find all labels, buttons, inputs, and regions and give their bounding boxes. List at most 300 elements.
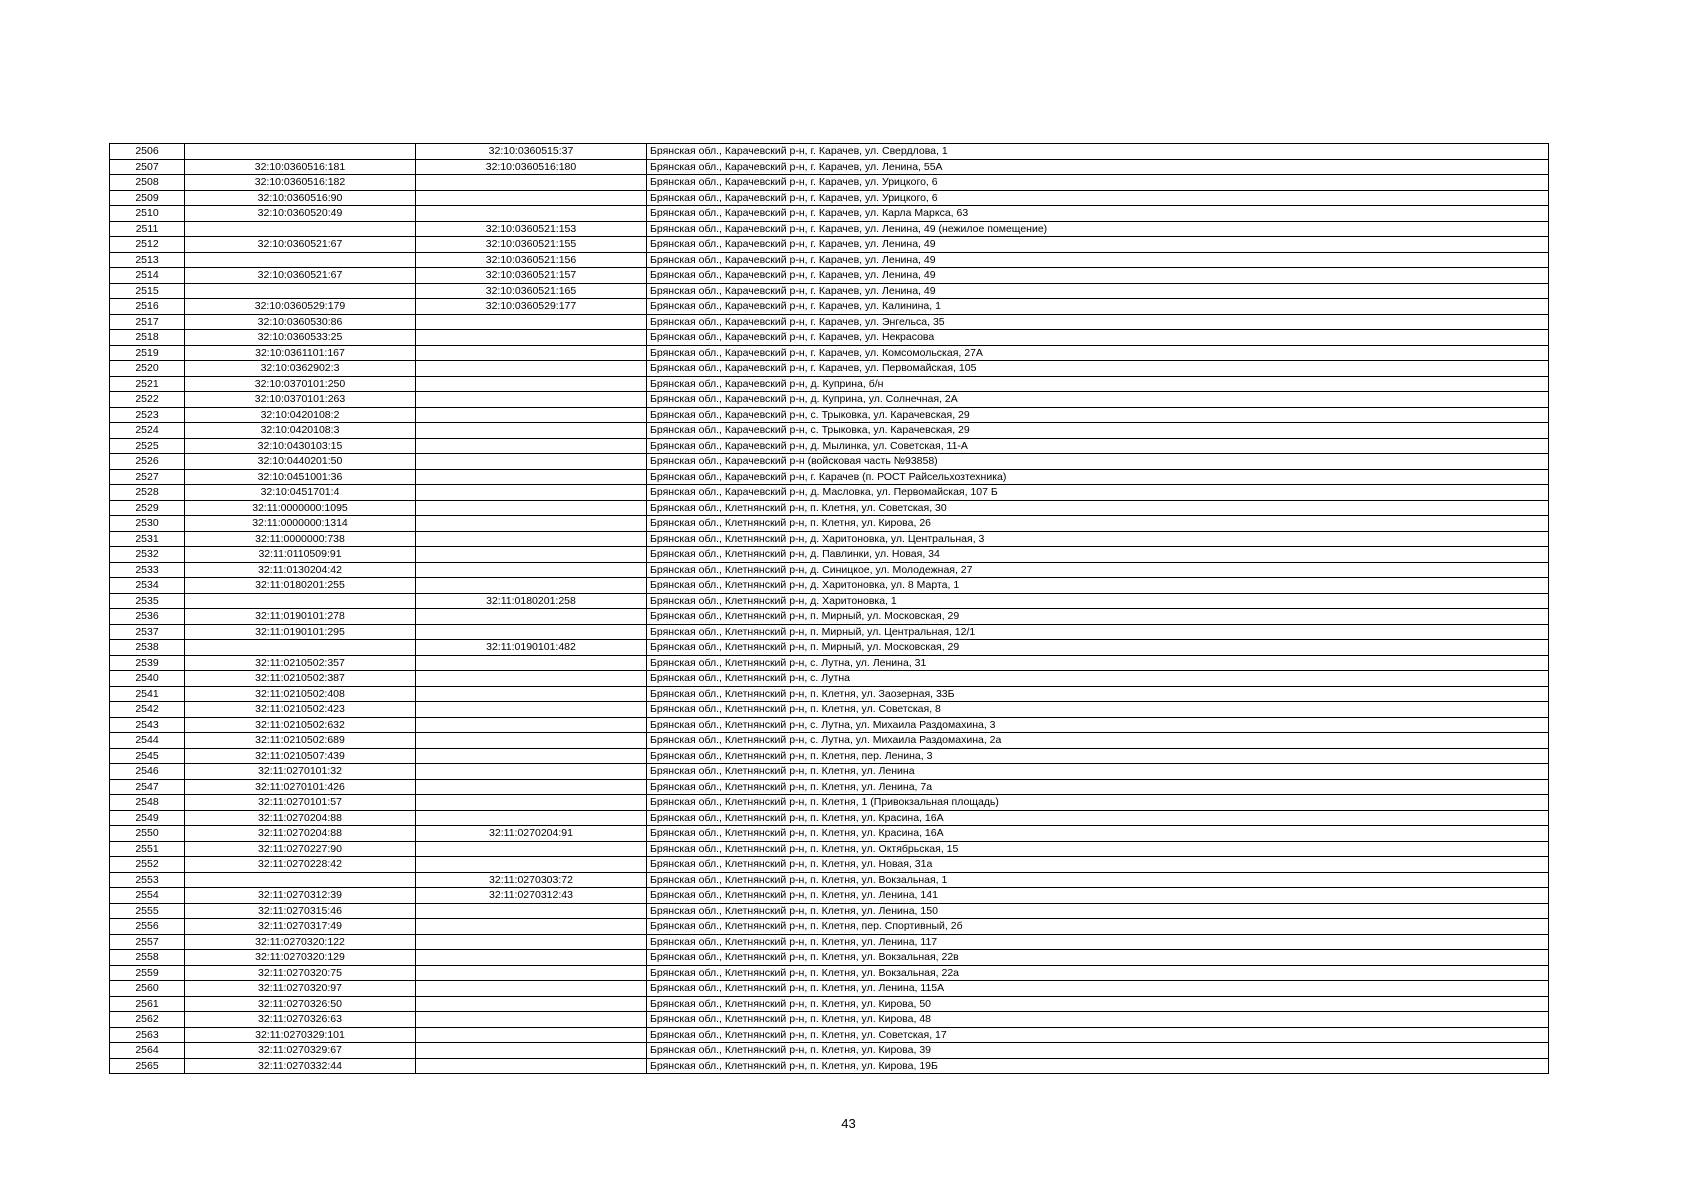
land-cadastral-cell: 32:11:0270320:129 (185, 950, 416, 966)
row-number-cell: 2525 (110, 438, 185, 454)
table-row (110, 531, 1549, 547)
building-cadastral-cell (416, 190, 647, 206)
building-cadastral-cell (416, 795, 647, 811)
land-cadastral-cell: 32:11:0000000:738 (185, 531, 416, 547)
address-cell: Брянская обл., Карачевский р-н, г. Карачев, ул. Калинина, 1 (647, 299, 1549, 315)
table-row (110, 1058, 1549, 1074)
table-row (110, 345, 1549, 361)
address-cell: Брянская обл., Клетнянский р-н, п. Мирный, ул. Центральная, 12/1 (647, 624, 1549, 640)
address-cell: Брянская обл., Клетнянский р-н, д. Харитоновка, ул. 8 Марта, 1 (647, 578, 1549, 594)
address-cell: Брянская обл., Клетнянский р-н, п. Клетня, ул. Заозерная, 33Б (647, 686, 1549, 702)
building-cadastral-cell (416, 764, 647, 780)
building-cadastral-cell (416, 345, 647, 361)
row-number-cell: 2539 (110, 655, 185, 671)
building-cadastral-cell (416, 206, 647, 222)
row-number-cell: 2536 (110, 609, 185, 625)
address-cell: Брянская обл., Клетнянский р-н, с. Лутна (647, 671, 1549, 687)
land-cadastral-cell: 32:10:0451701:4 (185, 485, 416, 501)
row-number-cell: 2529 (110, 500, 185, 516)
row-number-cell: 2507 (110, 159, 185, 175)
row-number-cell: 2546 (110, 764, 185, 780)
address-cell: Брянская обл., Клетнянский р-н, д. Павлинки, ул. Новая, 34 (647, 547, 1549, 563)
table-row (110, 485, 1549, 501)
address-cell: Брянская обл., Карачевский р-н, с. Трыковка, ул. Карачевская, 29 (647, 407, 1549, 423)
row-number-cell: 2528 (110, 485, 185, 501)
land-cadastral-cell: 32:10:0370101:250 (185, 376, 416, 392)
row-number-cell: 2559 (110, 965, 185, 981)
row-number-cell: 2527 (110, 469, 185, 485)
land-cadastral-cell: 32:11:0270101:57 (185, 795, 416, 811)
land-cadastral-cell: 32:11:0000000:1314 (185, 516, 416, 532)
address-cell: Брянская обл., Клетнянский р-н, с. Лутна, ул. Михаила Раздомахина, 3 (647, 717, 1549, 733)
row-number-cell: 2521 (110, 376, 185, 392)
table-row (110, 671, 1549, 687)
land-cadastral-cell: 32:11:0270315:46 (185, 903, 416, 919)
table-row (110, 686, 1549, 702)
table-row (110, 981, 1549, 997)
building-cadastral-cell: 32:10:0360516:180 (416, 159, 647, 175)
building-cadastral-cell (416, 671, 647, 687)
building-cadastral-cell: 32:10:0360521:165 (416, 283, 647, 299)
land-cadastral-cell: 32:11:0270101:426 (185, 779, 416, 795)
row-number-cell: 2558 (110, 950, 185, 966)
building-cadastral-cell (416, 531, 647, 547)
row-number-cell: 2514 (110, 268, 185, 284)
table-row (110, 407, 1549, 423)
table-row (110, 903, 1549, 919)
building-cadastral-cell (416, 1043, 647, 1059)
building-cadastral-cell (416, 717, 647, 733)
table-row (110, 144, 1549, 160)
row-number-cell: 2561 (110, 996, 185, 1012)
building-cadastral-cell: 32:11:0270303:72 (416, 872, 647, 888)
row-number-cell: 2532 (110, 547, 185, 563)
table-row (110, 609, 1549, 625)
table-row (110, 748, 1549, 764)
table-row (110, 330, 1549, 346)
table-row (110, 857, 1549, 873)
address-cell: Брянская обл., Клетнянский р-н, с. Лутна, ул. Ленина, 31 (647, 655, 1549, 671)
table-row (110, 562, 1549, 578)
address-cell: Брянская обл., Карачевский р-н, г. Карачев, ул. Карла Маркса, 63 (647, 206, 1549, 222)
address-cell: Брянская обл., Карачевский р-н, г. Карачев, ул. Урицкого, 6 (647, 175, 1549, 191)
table-row (110, 237, 1549, 253)
table-row (110, 392, 1549, 408)
table-row (110, 283, 1549, 299)
land-cadastral-cell: 32:11:0180201:255 (185, 578, 416, 594)
row-number-cell: 2545 (110, 748, 185, 764)
row-number-cell: 2554 (110, 888, 185, 904)
address-cell: Брянская обл., Карачевский р-н, с. Трыковка, ул. Карачевская, 29 (647, 423, 1549, 439)
land-cadastral-cell: 32:11:0270312:39 (185, 888, 416, 904)
land-cadastral-cell: 32:10:0370101:263 (185, 392, 416, 408)
address-cell: Брянская обл., Клетнянский р-н, д. Синицкое, ул. Молодежная, 27 (647, 562, 1549, 578)
address-cell: Брянская обл., Клетнянский р-н, п. Клетня, ул. Ленина (647, 764, 1549, 780)
address-cell: Брянская обл., Клетнянский р-н, п. Клетня, ул. Ленина, 7а (647, 779, 1549, 795)
building-cadastral-cell (416, 516, 647, 532)
building-cadastral-cell (416, 609, 647, 625)
row-number-cell: 2564 (110, 1043, 185, 1059)
address-cell: Брянская обл., Клетнянский р-н, п. Клетня, ул. Кирова, 39 (647, 1043, 1549, 1059)
land-cadastral-cell: 32:11:0210502:689 (185, 733, 416, 749)
land-cadastral-cell: 32:11:0210502:357 (185, 655, 416, 671)
building-cadastral-cell: 32:11:0270204:91 (416, 826, 647, 842)
address-cell: Брянская обл., Клетнянский р-н, п. Клетня, ул. Советская, 8 (647, 702, 1549, 718)
address-cell: Брянская обл., Карачевский р-н, г. Карачев, ул. Урицкого, 6 (647, 190, 1549, 206)
land-cadastral-cell: 32:11:0270320:122 (185, 934, 416, 950)
building-cadastral-cell (416, 1027, 647, 1043)
land-cadastral-cell: 32:10:0360521:67 (185, 237, 416, 253)
land-cadastral-cell: 32:10:0360520:49 (185, 206, 416, 222)
table-row (110, 469, 1549, 485)
building-cadastral-cell (416, 810, 647, 826)
land-cadastral-cell: 32:10:0360529:179 (185, 299, 416, 315)
building-cadastral-cell (416, 624, 647, 640)
row-number-cell: 2540 (110, 671, 185, 687)
land-cadastral-cell: 32:11:0000000:1095 (185, 500, 416, 516)
address-cell: Брянская обл., Клетнянский р-н, п. Клетня, ул. Кирова, 50 (647, 996, 1549, 1012)
land-cadastral-cell (185, 593, 416, 609)
table-row (110, 361, 1549, 377)
row-number-cell: 2509 (110, 190, 185, 206)
building-cadastral-cell (416, 423, 647, 439)
land-cadastral-cell: 32:10:0451001:36 (185, 469, 416, 485)
building-cadastral-cell (416, 996, 647, 1012)
building-cadastral-cell (416, 748, 647, 764)
building-cadastral-cell (416, 562, 647, 578)
address-cell: Брянская обл., Карачевский р-н, г. Карачев, ул. Ленина, 49 (нежилое помещение) (647, 221, 1549, 237)
table-row (110, 872, 1549, 888)
table-row (110, 299, 1549, 315)
address-cell: Брянская обл., Клетнянский р-н, п. Мирный, ул. Московская, 29 (647, 609, 1549, 625)
row-number-cell: 2519 (110, 345, 185, 361)
table-row (110, 206, 1549, 222)
table-body (110, 144, 1549, 1074)
address-cell: Брянская обл., Карачевский р-н, г. Карачев, ул. Ленина, 49 (647, 283, 1549, 299)
building-cadastral-cell (416, 965, 647, 981)
address-cell: Брянская обл., Клетнянский р-н, п. Клетня, ул. Ленина, 141 (647, 888, 1549, 904)
table-row (110, 252, 1549, 268)
land-cadastral-cell: 32:11:0270204:88 (185, 810, 416, 826)
land-cadastral-cell (185, 283, 416, 299)
row-number-cell: 2517 (110, 314, 185, 330)
page-number: 43 (841, 1116, 856, 1131)
address-cell: Брянская обл., Клетнянский р-н, п. Клетня, ул. Новая, 31а (647, 857, 1549, 873)
building-cadastral-cell: 32:11:0190101:482 (416, 640, 647, 656)
building-cadastral-cell: 32:11:0270312:43 (416, 888, 647, 904)
row-number-cell: 2510 (110, 206, 185, 222)
row-number-cell: 2543 (110, 717, 185, 733)
row-number-cell: 2512 (110, 237, 185, 253)
address-cell: Брянская обл., Клетнянский р-н, п. Клетня, ул. Вокзальная, 1 (647, 872, 1549, 888)
building-cadastral-cell (416, 407, 647, 423)
address-cell: Брянская обл., Карачевский р-н, г. Карачев, ул. Комсомольская, 27А (647, 345, 1549, 361)
row-number-cell: 2530 (110, 516, 185, 532)
table-row (110, 500, 1549, 516)
land-cadastral-cell: 32:11:0130204:42 (185, 562, 416, 578)
table-row (110, 950, 1549, 966)
building-cadastral-cell: 32:10:0360521:156 (416, 252, 647, 268)
building-cadastral-cell (416, 686, 647, 702)
land-cadastral-cell: 32:10:0360516:182 (185, 175, 416, 191)
table-row (110, 1043, 1549, 1059)
land-cadastral-cell: 32:11:0270332:44 (185, 1058, 416, 1074)
building-cadastral-cell: 32:11:0180201:258 (416, 593, 647, 609)
building-cadastral-cell (416, 779, 647, 795)
land-cadastral-cell: 32:11:0270320:75 (185, 965, 416, 981)
land-cadastral-cell: 32:11:0270329:101 (185, 1027, 416, 1043)
building-cadastral-cell (416, 702, 647, 718)
table-row (110, 795, 1549, 811)
table-row (110, 779, 1549, 795)
land-cadastral-cell: 32:10:0362902:3 (185, 361, 416, 377)
land-cadastral-cell (185, 252, 416, 268)
row-number-cell: 2562 (110, 1012, 185, 1028)
building-cadastral-cell (416, 330, 647, 346)
table-row (110, 733, 1549, 749)
table-row (110, 221, 1549, 237)
land-cadastral-cell: 32:10:0361101:167 (185, 345, 416, 361)
address-cell: Брянская обл., Карачевский р-н, д. Куприна, ул. Солнечная, 2А (647, 392, 1549, 408)
table-row (110, 996, 1549, 1012)
address-cell: Брянская обл., Карачевский р-н, г. Карачев (п. РОСТ Райсельхозтехника) (647, 469, 1549, 485)
row-number-cell: 2544 (110, 733, 185, 749)
land-cadastral-cell: 32:11:0210502:408 (185, 686, 416, 702)
address-cell: Брянская обл., Карачевский р-н, г. Карачев, ул. Ленина, 49 (647, 252, 1549, 268)
building-cadastral-cell (416, 438, 647, 454)
table-row (110, 965, 1549, 981)
building-cadastral-cell (416, 1012, 647, 1028)
row-number-cell: 2523 (110, 407, 185, 423)
address-cell: Брянская обл., Клетнянский р-н, п. Клетня, ул. Октябрьская, 15 (647, 841, 1549, 857)
land-cadastral-cell: 32:11:0270329:67 (185, 1043, 416, 1059)
row-number-cell: 2515 (110, 283, 185, 299)
address-cell: Брянская обл., Клетнянский р-н, п. Клетня, пер. Ленина, 3 (647, 748, 1549, 764)
land-cadastral-cell: 32:11:0270317:49 (185, 919, 416, 935)
address-cell: Брянская обл., Клетнянский р-н, п. Клетня, ул. Советская, 17 (647, 1027, 1549, 1043)
building-cadastral-cell: 32:10:0360515:37 (416, 144, 647, 160)
land-cadastral-cell: 32:10:0360516:181 (185, 159, 416, 175)
table-row (110, 423, 1549, 439)
address-cell: Брянская обл., Клетнянский р-н, п. Клетня, ул. Вокзальная, 22а (647, 965, 1549, 981)
building-cadastral-cell (416, 454, 647, 470)
address-cell: Брянская обл., Карачевский р-н, г. Карачев, ул. Ленина, 55А (647, 159, 1549, 175)
row-number-cell: 2524 (110, 423, 185, 439)
table-row (110, 934, 1549, 950)
land-cadastral-cell: 32:11:0210502:632 (185, 717, 416, 733)
row-number-cell: 2506 (110, 144, 185, 160)
address-cell: Брянская обл., Карачевский р-н (войсковая часть №93858) (647, 454, 1549, 470)
building-cadastral-cell: 32:10:0360521:155 (416, 237, 647, 253)
table-row (110, 640, 1549, 656)
address-cell: Брянская обл., Клетнянский р-н, п. Клетня, ул. Кирова, 19Б (647, 1058, 1549, 1074)
address-cell: Брянская обл., Клетнянский р-н, п. Клетня, ул. Ленина, 150 (647, 903, 1549, 919)
address-cell: Брянская обл., Карачевский р-н, г. Карачев, ул. Ленина, 49 (647, 237, 1549, 253)
land-cadastral-cell: 32:11:0190101:295 (185, 624, 416, 640)
table-row (110, 268, 1549, 284)
table-row (110, 826, 1549, 842)
building-cadastral-cell (416, 361, 647, 377)
table-row (110, 1027, 1549, 1043)
address-cell: Брянская обл., Клетнянский р-н, п. Клетня, ул. Красина, 16А (647, 826, 1549, 842)
land-cadastral-cell: 32:10:0360533:25 (185, 330, 416, 346)
row-number-cell: 2522 (110, 392, 185, 408)
row-number-cell: 2511 (110, 221, 185, 237)
row-number-cell: 2550 (110, 826, 185, 842)
building-cadastral-cell (416, 733, 647, 749)
land-cadastral-cell: 32:10:0360521:67 (185, 268, 416, 284)
building-cadastral-cell (416, 1058, 647, 1074)
address-cell: Брянская обл., Клетнянский р-н, п. Клетня, пер. Спортивный, 2б (647, 919, 1549, 935)
building-cadastral-cell (416, 547, 647, 563)
land-cadastral-cell: 32:11:0190101:278 (185, 609, 416, 625)
address-cell: Брянская обл., Клетнянский р-н, п. Клетня, ул. Кирова, 48 (647, 1012, 1549, 1028)
building-cadastral-cell (416, 469, 647, 485)
address-cell: Брянская обл., Карачевский р-н, д. Куприна, б/н (647, 376, 1549, 392)
row-number-cell: 2537 (110, 624, 185, 640)
address-cell: Брянская обл., Карачевский р-н, г. Карачев, ул. Первомайская, 105 (647, 361, 1549, 377)
table-row (110, 314, 1549, 330)
address-cell: Брянская обл., Клетнянский р-н, п. Клетня, ул. Ленина, 115А (647, 981, 1549, 997)
building-cadastral-cell (416, 175, 647, 191)
land-cadastral-cell (185, 221, 416, 237)
row-number-cell: 2533 (110, 562, 185, 578)
row-number-cell: 2518 (110, 330, 185, 346)
table-row (110, 593, 1549, 609)
building-cadastral-cell (416, 500, 647, 516)
table-row (110, 764, 1549, 780)
table-row (110, 547, 1549, 563)
row-number-cell: 2565 (110, 1058, 185, 1074)
property-register-table (109, 143, 1549, 1074)
row-number-cell: 2548 (110, 795, 185, 811)
land-cadastral-cell: 32:11:0210502:423 (185, 702, 416, 718)
building-cadastral-cell (416, 903, 647, 919)
land-cadastral-cell (185, 872, 416, 888)
land-cadastral-cell: 32:10:0430103:15 (185, 438, 416, 454)
land-cadastral-cell: 32:11:0270320:97 (185, 981, 416, 997)
address-cell: Брянская обл., Карачевский р-н, г. Карачев, ул. Некрасова (647, 330, 1549, 346)
row-number-cell: 2534 (110, 578, 185, 594)
address-cell: Брянская обл., Клетнянский р-н, с. Лутна, ул. Михаила Раздомахина, 2а (647, 733, 1549, 749)
address-cell: Брянская обл., Клетнянский р-н, п. Мирный, ул. Московская, 29 (647, 640, 1549, 656)
row-number-cell: 2526 (110, 454, 185, 470)
building-cadastral-cell: 32:10:0360521:153 (416, 221, 647, 237)
row-number-cell: 2551 (110, 841, 185, 857)
building-cadastral-cell (416, 655, 647, 671)
table-row (110, 376, 1549, 392)
row-number-cell: 2542 (110, 702, 185, 718)
table-row (110, 578, 1549, 594)
land-cadastral-cell: 32:11:0110509:91 (185, 547, 416, 563)
table-row (110, 159, 1549, 175)
building-cadastral-cell: 32:10:0360521:157 (416, 268, 647, 284)
row-number-cell: 2553 (110, 872, 185, 888)
table-row (110, 190, 1549, 206)
address-cell: Брянская обл., Карачевский р-н, г. Карачев, ул. Ленина, 49 (647, 268, 1549, 284)
row-number-cell: 2513 (110, 252, 185, 268)
building-cadastral-cell (416, 919, 647, 935)
land-cadastral-cell: 32:10:0440201:50 (185, 454, 416, 470)
address-cell: Брянская обл., Клетнянский р-н, п. Клетня, 1 (Привокзальная площадь) (647, 795, 1549, 811)
land-cadastral-cell (185, 640, 416, 656)
land-cadastral-cell: 32:11:0270228:42 (185, 857, 416, 873)
table-row (110, 624, 1549, 640)
table-row (110, 438, 1549, 454)
land-cadastral-cell: 32:11:0270326:63 (185, 1012, 416, 1028)
address-cell: Брянская обл., Карачевский р-н, г. Карачев, ул. Свердлова, 1 (647, 144, 1549, 160)
address-cell: Брянская обл., Клетнянский р-н, п. Клетня, ул. Красина, 16А (647, 810, 1549, 826)
address-cell: Брянская обл., Карачевский р-н, д. Масловка, ул. Первомайская, 107 Б (647, 485, 1549, 501)
table-row (110, 810, 1549, 826)
building-cadastral-cell (416, 981, 647, 997)
address-cell: Брянская обл., Клетнянский р-н, д. Харитоновка, ул. Центральная, 3 (647, 531, 1549, 547)
address-cell: Брянская обл., Клетнянский р-н, п. Клетня, ул. Советская, 30 (647, 500, 1549, 516)
row-number-cell: 2560 (110, 981, 185, 997)
land-cadastral-cell: 32:11:0270204:88 (185, 826, 416, 842)
table-row (110, 655, 1549, 671)
row-number-cell: 2538 (110, 640, 185, 656)
land-cadastral-cell: 32:10:0420108:3 (185, 423, 416, 439)
row-number-cell: 2547 (110, 779, 185, 795)
building-cadastral-cell (416, 376, 647, 392)
row-number-cell: 2520 (110, 361, 185, 377)
address-cell: Брянская обл., Клетнянский р-н, д. Харитоновка, 1 (647, 593, 1549, 609)
land-cadastral-cell (185, 144, 416, 160)
table-row (110, 454, 1549, 470)
land-cadastral-cell: 32:11:0270227:90 (185, 841, 416, 857)
building-cadastral-cell (416, 841, 647, 857)
building-cadastral-cell (416, 950, 647, 966)
address-cell: Брянская обл., Клетнянский р-н, п. Клетня, ул. Кирова, 26 (647, 516, 1549, 532)
table-row (110, 702, 1549, 718)
land-cadastral-cell: 32:11:0270101:32 (185, 764, 416, 780)
table-row (110, 888, 1549, 904)
land-cadastral-cell: 32:11:0270326:50 (185, 996, 416, 1012)
land-cadastral-cell: 32:10:0360516:90 (185, 190, 416, 206)
table-row (110, 1012, 1549, 1028)
address-cell: Брянская обл., Клетнянский р-н, п. Клетня, ул. Ленина, 117 (647, 934, 1549, 950)
table-row (110, 516, 1549, 532)
land-cadastral-cell: 32:10:0420108:2 (185, 407, 416, 423)
row-number-cell: 2516 (110, 299, 185, 315)
building-cadastral-cell (416, 934, 647, 950)
row-number-cell: 2557 (110, 934, 185, 950)
building-cadastral-cell (416, 857, 647, 873)
row-number-cell: 2535 (110, 593, 185, 609)
building-cadastral-cell: 32:10:0360529:177 (416, 299, 647, 315)
row-number-cell: 2563 (110, 1027, 185, 1043)
building-cadastral-cell (416, 485, 647, 501)
building-cadastral-cell (416, 392, 647, 408)
table-row (110, 175, 1549, 191)
address-cell: Брянская обл., Карачевский р-н, г. Карачев, ул. Энгельса, 35 (647, 314, 1549, 330)
table-row (110, 841, 1549, 857)
row-number-cell: 2508 (110, 175, 185, 191)
row-number-cell: 2549 (110, 810, 185, 826)
row-number-cell: 2552 (110, 857, 185, 873)
table-row (110, 919, 1549, 935)
land-cadastral-cell: 32:11:0210507:439 (185, 748, 416, 764)
row-number-cell: 2555 (110, 903, 185, 919)
building-cadastral-cell (416, 578, 647, 594)
row-number-cell: 2556 (110, 919, 185, 935)
land-cadastral-cell: 32:11:0210502:387 (185, 671, 416, 687)
building-cadastral-cell (416, 314, 647, 330)
address-cell: Брянская обл., Карачевский р-н, д. Мылинка, ул. Советская, 11-А (647, 438, 1549, 454)
address-cell: Брянская обл., Клетнянский р-н, п. Клетня, ул. Вокзальная, 22в (647, 950, 1549, 966)
table-row (110, 717, 1549, 733)
